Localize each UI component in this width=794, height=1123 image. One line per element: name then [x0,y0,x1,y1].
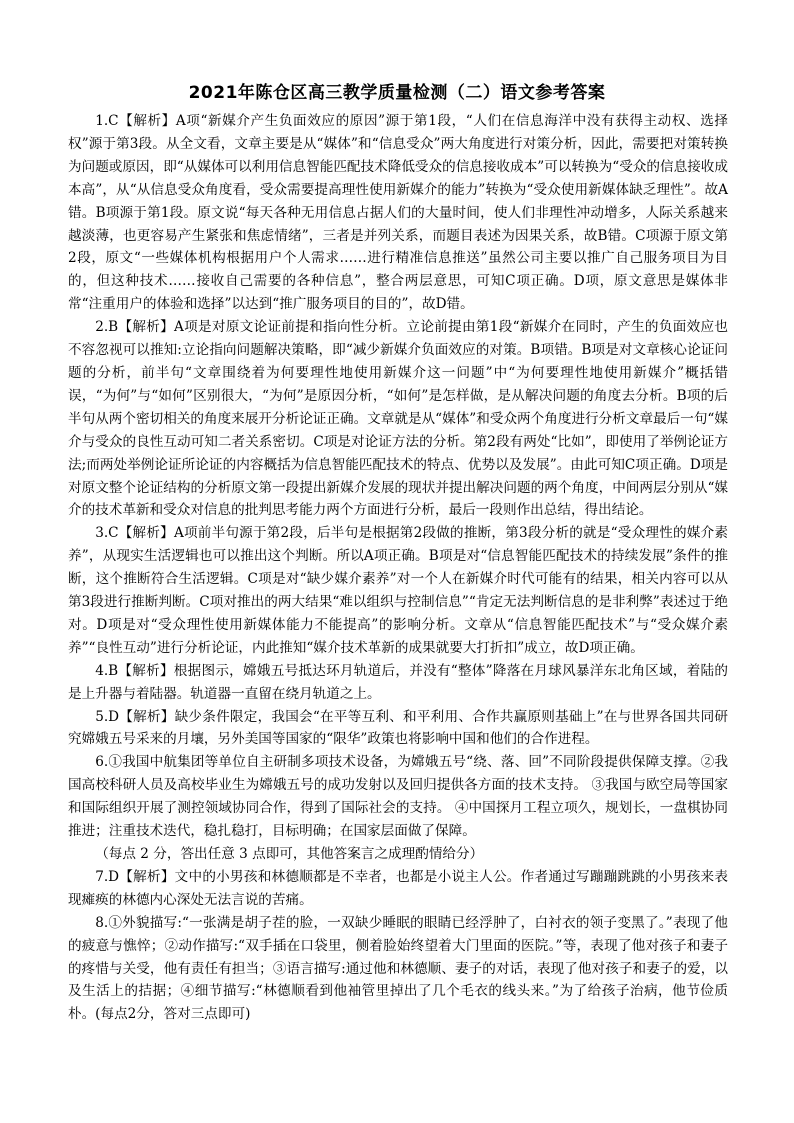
answer-8: 8.①外貌描写:“一张满是胡子茬的脸，一双缺少睡眠的眼睛已经浮肿了，白衬衣的领子变黑了。”表现了他的疲意与憔悴；②动作描写:“双手插在口袋里，侧着脸始终望着大门里面的医院。”等，表现了他对孩子和妻子的疼惜与关受，他有责任有担当；③语言描写:通过他和林德顺、妻子的对话，表现了他对孩子和妻子的爱，以及生活上的拮据；④细节描写:“林德顺看到他袖管里掉出了几个毛衣的线头来。”为了给孩子治病，他节俭质朴。(每点2分，答对三点即可) [68,914,728,1023]
answer-3: 3.C【解析】A项前半句源于第2段，后半句是根据第2段做的推断，第3段分析的就是“受众理性的媒介素养”，从现实生活逻辑也可以推出这个判断。所以A项正确。B项是对“信息智能匹配技术的持续发展”条件的推断，这个推断符合生活逻辑。C项是对“缺少媒介素养”对一个人在新媒介时代可能有的结果，相关内容可以从第3段进行推断判断。C项对推出的两大结果“难以组织与控制信息”“肯定无法判断信息的是非利弊”表述过于绝对。D项是对“受众理性使用新媒体能力不能提高”的影响分析。文章从“信息智能匹配技术”与“受众媒介素养”“良性互动”进行分析论证，内此推知“媒介技术革新的成果就要大打折扣”成立，故D项正确。 [68,525,728,656]
answer-6: 6.①我国中航集团等单位自主研制多项技术设备，为嫦娥五号“绕、落、回”不同阶段提供保障支撑。②我国高校科研人员及高校毕业生为嫦娥五号的成功发射以及回归提供各方面的技术支持。 ③我国与欧空局等国家和国际组织开展了测控领域协同合作，得到了国际社会的支持。 ④中国探月工程立项久，规划长，一盘棋协同推进；注重技术迭代，稳扎稳打，目标明确；在国家层面做了保障。 [68,754,728,840]
scoring-note: （每点 2 分，答出任意 3 点即可，其他答案言之成理酌情给分） [95,846,484,862]
answer-5: 5.D【解析】缺少条件限定，我国会“在平等互利、和平利用、合作共赢原则基础上”在与世界各国共同研究嫦娥五号采来的月壤，另外美国等国家的“限华”政策也将影响中国和他们的合作进程。 [68,708,728,748]
answer-7: 7.D【解析】文中的小男孩和林德顺都是不幸者，也都是小说主人公。作者通过写蹦蹦跳跳的小男孩来表现瘫痪的林德内心深处无法言说的苦痛。 [68,868,728,908]
answer-1: 1.C【解析】A项“新媒介产生负面效应的原因”源于第1段，“人们在信息海洋中没有获得主动权、选择权”源于第3段。从全文看，文章主要是从“媒体”和“信息受众”两大角度进行对策分析，因此，需要把对策转换为问题或原因，即“从媒体可以利用信息智能匹配技术降低受众的信息接收成本”可以转换为“受众的信息接收成本高”，从“从信息受众角度看，受众需要提高理性使用新媒介的能力”转换为“受众使用新媒体缺乏理性”。故A错。B项源于第1段。原文说“每天各种无用信息占据人们的大量时间，使人们非理性冲动增多，人际关系越来越淡薄，也更容易产生紧张和焦虑情绪”，三者是并列关系，而题目表述为因果关系，故B错。C项源于原文第2段，原文“一些媒体机构根据用户个人需求……进行精准信息推送”虽然公司主要以推广自己服务项目为目的，但这种技术……接收自己需要的各种信息”，整合两层意思，可知C项正确。D项，原文意思是媒体非常“注重用户的体验和选择”以达到“推广服务项目的目的”，故D错。 [68,113,728,313]
answer-body [68,110,728,1026]
answer-2: 2.B【解析】A项是对原文论证前提和指向性分析。立论前提由第1段“新媒介在同时，产生的负面效应也不容忽视可以推知:立论指向问题解决策略，即“减少新媒介负面效应的对策。B项错。B项是对文章核心论证问题的分析，前半句“文章围绕着为何要理性地使用新媒介这一问题”中“为何要理性地使用新媒介”概括错误，“为何”与“如何”区别很大，“为何”是原因分析，“如何”是怎样做，是从解决问题的角度去分析。B项的后半句从两个密切相关的角度来展开分析论证正确。文章就是从“媒体”和受众两个角度进行分析文章最后一句“媒介与受众的良性互动可知二者关系密切。C项是对论证方法的分析。第2段有两处“比如”，即使用了举例论证方法;而两处举例论证所论证的内容概括为信息智能匹配技术的特点、优势以及发展”。由此可知C项正确。D项是对原文整个论证结构的分析原文第一段提出新媒介发展的现状并提出解决问题的两个角度，中间两层分别从“媒介的技术革新和受众对信息的批判思考能力两个方面进行分析，最后一段则作出总结，得出结论。 [68,319,728,519]
answer-4: 4.B【解析】根据图示，嫦娥五号抵达环月轨道后，并没有“整体”降落在月球风暴洋东北角区域，着陆的是上升器与着陆器。轨道器一直留在绕月轨道之上。 [68,662,728,702]
page-title: 2021年陈仓区高三教学质量检测（二）语文参考答案 [188,83,606,103]
